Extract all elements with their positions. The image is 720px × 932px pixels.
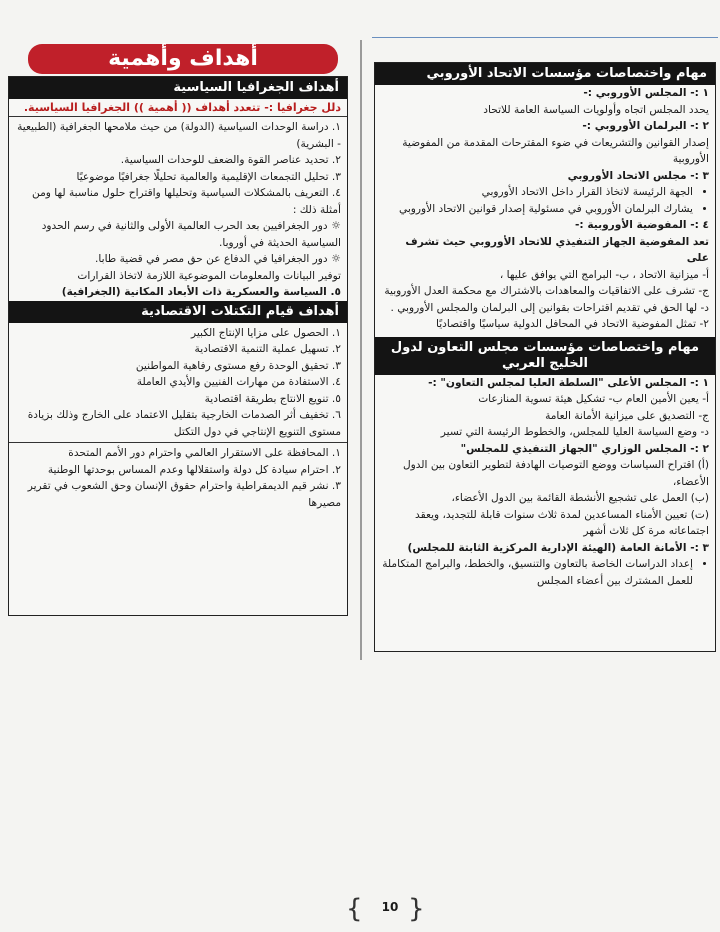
list-item: ٢. احترام سيادة كل دولة واستقلالها وعدم المساس بوحدتها الوطنية: [47, 463, 341, 476]
list-item: ٥. السياسة والعسكرية ذات الأبعاد المكانية (الجغرافية): [61, 286, 341, 298]
bullet-list: [375, 184, 715, 217]
list-item: د- وضع السياسة العليا للمجلس، والخطوط الرئيسة التي تسير: [440, 426, 709, 438]
list-item: ج- التصديق على ميزانية الأمانة العامة: [545, 409, 709, 422]
list-item: (ب) العمل على تشجيع الأنشطة القائمة بين الدول الأعضاء،: [451, 492, 709, 504]
list-item: ٥. تنويع الانتاج بطريقة اقتصادية: [204, 392, 341, 405]
list-item: [9, 218, 347, 251]
section-text: إصدار القوانين والتشريعات في ضوء المقترحات المقدمة من المفوضية الأوروبية: [402, 136, 709, 165]
list-item: ٣. تحليل التجمعات الإقليمية والعالمية تحليلًا جغرافيًا موضوعيًا: [76, 170, 341, 183]
example-text: دور الجغرافيين بعد الحرب العالمية الأولى والثانية في رسم الحدود السياسية الحديثة في أوروبا.: [41, 220, 341, 249]
page-title: أهداف وأهمية: [28, 44, 338, 74]
list-item: ٣. تحقيق الوحدة رفع مستوى رفاهية المواطنين: [135, 359, 341, 372]
political-geo-subtitle: دلل جغرافيا :- تتعدد أهداف (( أهمية )) الجغرافيا السياسية.: [9, 99, 347, 117]
list-item: ٢. تحديد عناصر القوة والضعف للوحدات السياسية.: [120, 154, 341, 166]
list-item: أ- ميزانية الاتحاد ، ب- البرامج التي يوافق عليها ،: [499, 268, 709, 281]
list-item: د- لها الحق في تقديم اقتراحات بقوانين إلى البرلمان والمجلس الأوروبي .: [390, 301, 709, 314]
right-brace-icon: }: [408, 894, 425, 924]
top-rule: [372, 37, 718, 38]
list-item: ٤. الاستفادة من مهارات الفنيين والأيدي العاملة: [136, 376, 341, 388]
section-text: يحدد المجلس اتجاه وأولويات السياسة العامة للاتحاد: [483, 103, 709, 116]
section-heading: ١ :- المجلس الأعلى "السلطة العليا لمجلس التعاون" :-: [428, 376, 709, 389]
list-item: ١. الحصول على مزايا الإنتاج الكبير: [190, 326, 341, 339]
list-item: ٢- تمثل المفوضية الاتحاد في المحافل الدولية سياسيًا واقتصاديًا: [436, 318, 709, 330]
list-item: ١. المحافظة على الاستقرار العالمي واحترام دور الأمم المتحدة: [68, 447, 341, 459]
column-separator: [360, 40, 362, 660]
bullet-list: [375, 556, 715, 589]
list-item: توفير البيانات والمعلومات الموضوعية اللازمة لاتخاذ القرارات: [77, 269, 341, 282]
page-number: 10: [381, 900, 399, 914]
list-item: ٣. نشر قيم الديمقراطية واحترام حقوق الإنسان وحق الشعوب في تقرير مصيرها: [27, 480, 341, 509]
left-column: [8, 76, 348, 616]
list-item: ج- تشرف على الاتفاقيات والمعاهدات بالاشتراك مع محكمة العدل الأوروبية: [384, 285, 709, 297]
gcc-title: مهام واختصاصات مؤسسات مجلس التعاون لدول الخليج العربي: [375, 337, 715, 375]
economic-blocs-title: أهداف قيام التكتلات الاقتصادية: [9, 301, 347, 323]
section-heading: ١ :- المجلس الأوروبي :-: [583, 87, 709, 99]
section-text: تعد المفوضية الجهاز التنفيذي للاتحاد الأوروبي حيث تشرف على: [405, 235, 709, 264]
list-item: • يشارك البرلمان الأوروبي في مسئولية إصدار قوانين الاتحاد الأوروبي: [381, 201, 693, 218]
list-item: (أ) اقتراح السياسات ووضع التوصيات الهادفة لتطوير التعاون بين الدول الأعضاء،: [402, 459, 709, 488]
political-geo-title: أهداف الجغرافيا السياسية: [9, 77, 347, 99]
sun-icon: ☼: [331, 252, 341, 265]
list-item: ٦. تخفيف أثر الصدمات الخارجية بتقليل الاعتماد على الخارج وذلك بزيادة مستوى التنويع الإنتاجي في دول التكتل: [27, 409, 341, 438]
section-heading: ٣ :- الأمانة العامة (الهيئة الإدارية المركزية الثابتة للمجلس): [407, 541, 709, 554]
list-item: أ- يعين الأمين العام ب- تشكيل هيئة تسوية المنازعات: [478, 393, 709, 405]
example-text: دور الجغرافيا في الدفاع عن حق مصر في قضية طابا.: [95, 253, 328, 265]
list-item: ٤. التعريف بالمشكلات السياسية وتحليلها واقتراح حلول مناسبة لها ومن أمثلة ذلك :: [32, 187, 341, 216]
divider: [9, 442, 347, 443]
list-item: • إعداد الدراسات الخاصة بالتعاون والتنسيق، والخطط، والبرامج المتكاملة للعمل المشترك بين أعضاء المجلس: [381, 556, 693, 589]
section-heading: ٢ :- المجلس الوزاري "الجهاز التنفيذي للمجلس": [460, 442, 709, 455]
list-item: • الجهة الرئيسة لاتخاذ القرار داخل الاتحاد الأوروبي: [381, 184, 693, 201]
sun-icon: ☼: [331, 219, 341, 232]
section-heading: ٢ :- البرلمان الأوروبي :-: [582, 120, 709, 132]
list-item: ١. دراسة الوحدات السياسية (الدولة) من حيث ملامحها الجغرافية (الطبيعية - البشرية): [17, 121, 341, 150]
section-heading: ٣ :- مجلس الاتحاد الأوروبي: [567, 169, 709, 182]
left-brace-icon: {: [346, 894, 363, 924]
list-item: (ت) تعيين الأمناء المساعدين لمدة ثلاث سنوات قابلة للتجديد، ويعقد اجتماعاته مرة كل ثلاث أشهر: [415, 508, 709, 537]
list-item: [9, 251, 347, 268]
list-item: ٢. تسهيل عملية التنمية الاقتصادية: [194, 343, 341, 355]
eu-title: مهام واختصاصات مؤسسات الاتحاد الأوروبي: [375, 63, 715, 85]
section-heading: ٤ :- المفوضية الأوروبية :-: [575, 219, 709, 231]
right-column: [374, 62, 716, 652]
